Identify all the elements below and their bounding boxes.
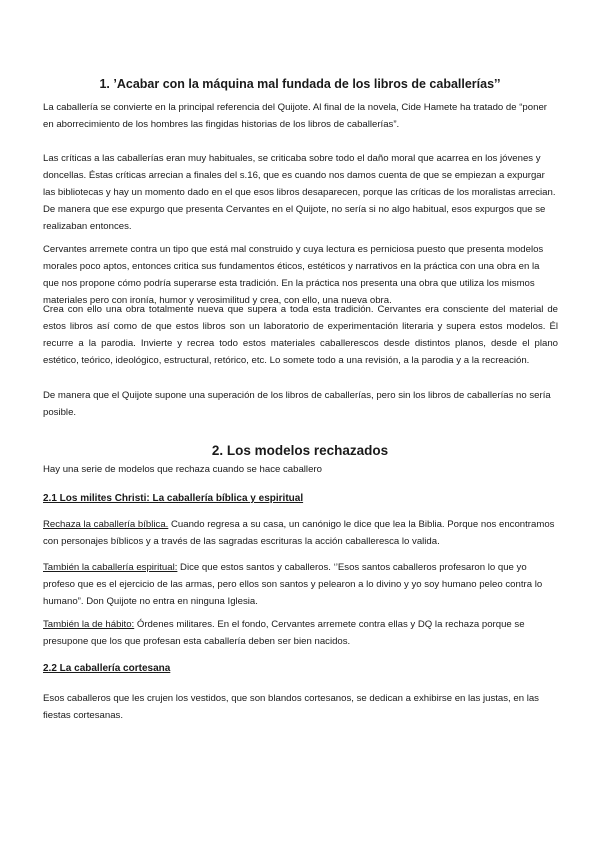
- section-1-paragraph-4: Crea con ello una obra totalmente nueva que supera a toda esta tradición. Cervantes era consciente del material de estos libros así como de que estos libros son un laboratorio de experimentación literaria y supera estos modelos. Él recurre a la parodia. Invierte y recrea todo estos materiales caballerescos desde distintos planos, desde el plano estético, teórico, ideológico, estructural, retórico, etc. Lo somete todo a una revisión, a la parodia y a la recreación.: [43, 304, 558, 366]
- section-2-intro: Hay una serie de modelos que rechaza cuando se hace caballero: [43, 464, 322, 475]
- paragraph-courtly-chivalry: Esos caballeros que les crujen los vestidos, que son blandos cortesanos, se dedican a exhibirse en las justas, en las fiestas cortesanas.: [43, 693, 539, 721]
- paragraph-spiritual-chivalry: [43, 559, 558, 610]
- section-1-paragraph-1: La caballería se convierte en la principal referencia del Quijote. Al final de la novela, Cide Hamete ha tratado de “poner en aborrecimiento de los hombres las fingidas historias de los libros de caballerías”.: [43, 102, 547, 130]
- habit-chivalry-label: También la de hábito:: [43, 619, 135, 630]
- habit-chivalry-text: Órdenes militares. En el fondo, Cervantes arremete contra ellas y DQ la rechaza porque se presupone que los que profesan esta caballería deben ser bien nacidos.: [43, 619, 525, 647]
- biblical-chivalry-label: Rechaza la caballería bíblica.: [43, 519, 169, 530]
- spiritual-chivalry-text: Dice que estos santos y caballeros. ‘’Esos santos caballeros profesaron lo que yo profeso que es el ejercicio de las armas, pero ellos son santos y pelearon a lo divino y yo soy humano peleo contra lo humano”. Don Quijote no entra en ninguna Iglesia.: [43, 562, 543, 607]
- section-2-heading: 2. Los modelos rechazados: [211, 443, 389, 458]
- paragraph-biblical-chivalry: [43, 516, 558, 550]
- subsection-2-2-heading: 2.2 La caballería cortesana: [43, 663, 171, 674]
- section-1-paragraph-5: De manera que el Quijote supone una superación de los libros de caballerías, pero sin los libros de caballerías no sería posible.: [43, 390, 551, 418]
- biblical-chivalry-text: Cuando regresa a su casa, un canónigo le dice que lea la Biblia. Porque nos encontramos con personajes bíblicos y a través de las sagradas escrituras la acción caballeresca lo valida.: [43, 519, 555, 547]
- section-1-heading: 1. ’Acabar con la máquina mal fundada de los libros de caballerías’’: [99, 77, 501, 91]
- paragraph-habit-chivalry: [43, 616, 558, 650]
- section-1-paragraph-3: Cervantes arremete contra un tipo que está mal construido y cuya lectura es perniciosa puesto que presenta modelos morales poco aptos, entonces critica sus fundamentos éticos, estéticos y narrativos en la práctica con una obra en la que nos propone cómo podría superarse esta tradición. En la práctica nos presenta una obra que utiliza los mismos materiales pero con ironía, humor y verosimilitud y crea, con ello, una nueva obra.: [43, 244, 544, 306]
- section-1-paragraph-2: Las críticas a las caballerías eran muy habituales, se criticaba sobre todo el daño moral que acarrea en los jóvenes y doncellas. Éstas críticas arrecian a finales del s.16, que es cuando nos damos cuenta de que se empiezan a expurgar las bibliotecas y hay un momento dado en el que esos libros desaparecen, porque las críticas de los moralistas arrecian. De manera que ese expurgo que presenta Cervantes en el Quijote, no sería si no algo habitual, esos expurgos que se realizaban entonces.: [43, 153, 556, 232]
- spiritual-chivalry-label: También la caballería espiritual:: [43, 562, 178, 573]
- subsection-2-1-heading: 2.1 Los milites Christi: La caballería bíblica y espiritual: [43, 493, 304, 504]
